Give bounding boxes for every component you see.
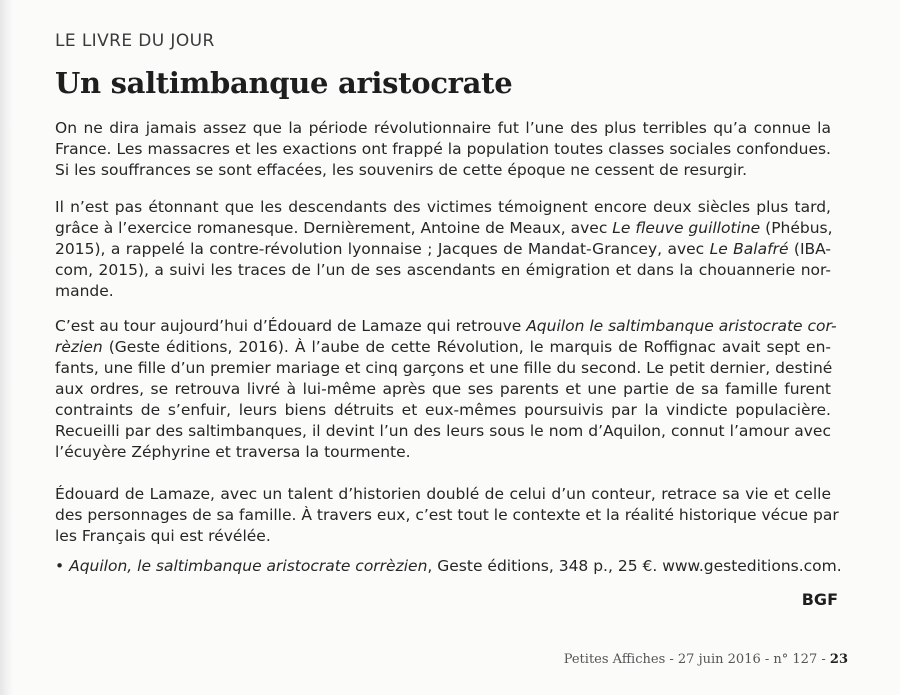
text-run: (IBA- <box>788 240 831 258</box>
book-details: , Geste éditions, 348 p., 25 €. www.gesteditions.com. <box>427 557 842 575</box>
italic-title: Le fleuve guillotine <box>612 219 761 237</box>
page-number: 23 <box>829 652 848 667</box>
text-line <box>55 139 831 160</box>
text-line <box>55 160 831 181</box>
text-line <box>55 442 831 463</box>
book-reference <box>55 555 845 577</box>
text-line <box>55 118 831 139</box>
text-run: com, 2015), a suivi les traces de l’un de ses ascendants en émigration et dans la chouannerie nor- <box>55 261 831 279</box>
article-headline: Un saltimbanque aristocrate <box>55 66 513 100</box>
text-run: contraints de s’enfuir, leurs biens détruits et eux-mêmes poursuivis par la vindicte populacière. <box>55 401 831 419</box>
section-rubric: LE LIVRE DU JOUR <box>55 31 215 51</box>
book-title: Aquilon, le saltimbanque aristocrate corrèzien <box>69 557 428 575</box>
footer-publication: Petites Affiches <box>563 652 666 667</box>
italic-title: rèzien <box>55 338 103 356</box>
text-run: Si les souffrances se sont effacées, les souvenirs de cette époque ne cessent de resurgir. <box>55 161 748 179</box>
text-line <box>55 239 831 260</box>
footer-date: 27 juin 2016 <box>677 652 761 667</box>
text-line <box>55 281 831 302</box>
text-run: Édouard de Lamaze, avec un talent d’historien doublé de celui d’un conteur, retrace sa vie et celle <box>55 485 831 503</box>
text-line <box>55 316 837 337</box>
text-run: des personnages de sa famille. À travers eux, c’est tout le contexte et la réalité historique vécue par <box>55 506 839 524</box>
page-footer: Petites Affiches - 27 juin 2016 - n° 127 - 23 <box>563 652 848 667</box>
bullet: • <box>55 557 65 575</box>
text-run: les Français qui est révélée. <box>55 527 271 545</box>
text-line <box>55 526 831 547</box>
text-run: l’écuyère Zéphyrine et traversa la tourmente. <box>55 443 411 461</box>
italic-title: Aquilon le saltimbanque aristocrate cor- <box>526 317 837 335</box>
text-run: (Phébus, <box>760 219 833 237</box>
text-run: Il n’est pas étonnant que les descendants des victimes témoignent encore deux siècles plus tard, <box>55 198 831 216</box>
page-edge <box>0 0 14 695</box>
text-line <box>55 260 831 281</box>
text-line <box>55 484 831 505</box>
text-run: France. Les massacres et les exactions ont frappé la population toutes classes sociales confondues. <box>55 140 831 158</box>
footer-issue: n° 127 <box>773 652 818 667</box>
text-run: grâce à l’exercice romanesque. Dernièrement, Antoine de Meaux, avec <box>55 219 613 237</box>
text-run: mande. <box>55 282 114 300</box>
text-run: fants, une fille d’un premier mariage et cinq garçons et une fille du second. Le petit dernier, destiné <box>55 359 833 377</box>
text-line <box>55 400 831 421</box>
text-line <box>55 218 831 239</box>
text-run: 2015), a rappelé la contre-révolution lyonnaise ; Jacques de Mandat-Grancey, avec <box>55 240 710 258</box>
text-line <box>55 197 831 218</box>
text-run: Recueilli par des saltimbanques, il devint l’un des leurs sous le nom d’Aquilon, connut l’amour avec <box>55 422 831 440</box>
text-line <box>55 358 831 379</box>
text-run: On ne dira jamais assez que la période révolutionnaire fut l’une des plus terribles qu’a connue la <box>55 119 831 137</box>
italic-title: Le Balafré <box>709 240 789 258</box>
text-run: (Geste éditions, 2016). À l’aube de cette Révolution, le marquis de Roffignac avait sept en- <box>102 338 831 356</box>
text-run: C’est au tour aujourd’hui d’Édouard de Lamaze qui retrouve <box>55 317 527 335</box>
text-line <box>55 505 839 526</box>
text-run: aux ordres, se retrouva livré à lui-même après que ses parents et une partie de sa famille furent <box>55 380 831 398</box>
text-line <box>55 337 831 358</box>
text-line <box>55 379 831 400</box>
author-signature: BGF <box>801 590 838 609</box>
text-line <box>55 421 831 442</box>
